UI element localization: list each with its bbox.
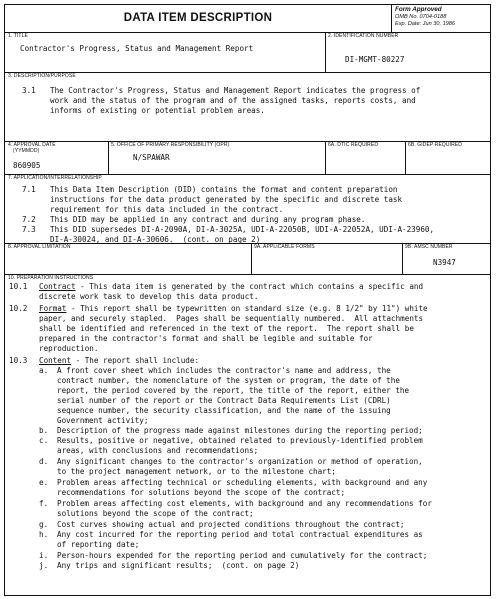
application-line: This Data Item Description (DID) contains the format and content preparation <box>50 185 398 194</box>
application-line: DI-A-30024, and DI-A-30606. (cont. on page 2) <box>50 235 261 244</box>
list-item-line: Any trips and significant results; (cont. on page 2) <box>57 561 300 570</box>
list-item-line: Person-hours expended for the reporting period and cumulatively for the contract; <box>57 551 428 560</box>
paragraph-num: 10.2 <box>9 304 28 313</box>
list-item-line: areas, with conclusions and recommendations; <box>57 446 259 455</box>
list-item-letter: h. <box>39 530 49 539</box>
paragraph-num: 10.3 <box>9 356 28 365</box>
application-line: requirement for this data included in the contract. <box>50 205 284 214</box>
title-label: 1. TITLE <box>8 33 28 39</box>
description-line: informs of existing or potential problem areas. <box>50 106 265 115</box>
application-line: This DID may be applied in any contract and during any program phase. <box>50 215 366 224</box>
list-item-line: recommendations for solutions beyond the scope of the contract; <box>57 488 346 497</box>
paragraph-heading: Format <box>39 304 67 313</box>
paragraph-heading: Contract <box>39 282 76 291</box>
rule-forms-amsc <box>402 243 403 274</box>
list-item-line: of reporting date; <box>57 540 140 549</box>
preparation-instructions-label: 10. PREPARATION INSTRUCTIONS <box>8 275 94 281</box>
rule-office-dtic <box>325 141 326 174</box>
list-item-line: Any cost incurred for the reporting period and total contractual expenditures as <box>57 530 423 539</box>
list-item-line: Problem areas affecting technical or scheduling elements, with background and any <box>57 478 428 487</box>
list-item-line: Government activity; <box>57 416 149 425</box>
data-item-description-form <box>4 4 491 596</box>
rule-title-id <box>325 32 326 72</box>
paragraph-line: paper, and securely stapled. Pages shall be sequentially numbered. All attachments <box>39 314 424 323</box>
paragraph-line: prepared in the contractor's format and shall be legible and suitable for <box>39 334 373 343</box>
approval-date-format: (YYMMDD) <box>13 148 40 154</box>
description-line: The Contractor's Progress, Status and Management Report indicates the progress of <box>50 86 421 95</box>
paragraph-line: shall be identified and referenced in the text of the report. The report shall be <box>39 324 414 333</box>
amsc-number-label: 9B. AMSC NUMBER <box>405 244 453 250</box>
approval-date-value: 860905 <box>13 161 41 170</box>
title-value: Contractor's Progress, Status and Management Report <box>20 44 254 53</box>
application-num: 7.2 <box>22 215 36 224</box>
rule-header <box>5 32 490 33</box>
list-item-letter: f. <box>39 499 49 508</box>
paragraph-line: discrete work task to develop this data product. <box>39 292 259 301</box>
list-item-letter: e. <box>39 478 49 487</box>
list-item-letter: c. <box>39 436 49 445</box>
list-item-letter: j. <box>39 561 49 570</box>
paragraph-first-line <box>39 356 199 366</box>
amsc-number-value: N3947 <box>433 258 456 267</box>
opr-value: N/SPAWAR <box>133 153 170 162</box>
list-item-letter: i. <box>39 551 49 560</box>
application-line: This DID supersedes DI-A-2090A, DI-A-3025A, UDI-A-22050B, UDI-A-22052A, UDI-A-23960, <box>50 225 435 234</box>
form-title: DATA ITEM DESCRIPTION <box>123 12 273 24</box>
list-item-line: Cost curves showing actual and projected conditions throughout the contract; <box>57 520 405 529</box>
rule-header-right <box>391 5 392 32</box>
list-item-line: report, the period covered by the report, the title of the report, either the <box>57 386 410 395</box>
description-num: 3.1 <box>22 86 36 95</box>
identification-number-label: 2. IDENTIFICATION NUMBER <box>328 33 399 39</box>
list-item-letter: d. <box>39 457 49 466</box>
dtic-required-label: 6A. DTIC REQUIRED <box>328 142 379 148</box>
application-num: 7.3 <box>22 225 36 234</box>
description-line: work and the status of the program and of the assigned tasks, reports costs, and <box>50 96 416 105</box>
paragraph-text: - The report shall include: <box>71 356 200 365</box>
application-num: 7.1 <box>22 185 36 194</box>
paragraph-first-line <box>39 282 423 292</box>
paragraph-num: 10.1 <box>9 282 28 291</box>
list-item-line: sequence number, the security classification, and the name of the issuing <box>57 406 391 415</box>
form-approved: Form Approved <box>395 6 442 13</box>
approval-date-label: 4. APPROVAL DATE <box>8 142 56 148</box>
opr-label: 5. OFFICE OF PRIMARY RESPONSIBILITY (OPR) <box>111 142 230 148</box>
rule-limitation-forms <box>251 243 252 274</box>
omb-number: OMB No. 0704-0188 <box>395 14 447 20</box>
application-label: 7. APPLICATION/INTERRELATIONSHIP <box>8 175 102 181</box>
list-item-line: Description of the progress made against milestones during the reporting period; <box>57 426 423 435</box>
application-line: instructions for the data product generated by the specific and discrete task <box>50 195 403 204</box>
list-item-line: serial number of the report or the Contract Data Requirements List (CDRL) <box>57 396 391 405</box>
description-label: 3. DESCRIPTION/PURPOSE <box>8 73 76 79</box>
list-item-line: Results, positive or negative, obtained related to previously-identified problem <box>57 436 423 445</box>
paragraph-text: - This data item is generated by the contract which contains a specific and <box>75 282 424 291</box>
list-item-line: Problem areas affecting cost elements, with background and any recommendations for <box>57 499 432 508</box>
list-item-letter: g. <box>39 520 49 529</box>
list-item-letter: b. <box>39 426 49 435</box>
list-item-line: solutions beyond the scope of the contract; <box>57 509 254 518</box>
paragraph-heading: Content <box>39 356 72 365</box>
paragraph-line: reproduction. <box>39 344 99 353</box>
paragraph-first-line <box>39 304 428 314</box>
rule-title <box>5 72 490 73</box>
list-item-line: A front cover sheet which includes the contractor's name and address, the <box>57 366 391 375</box>
paragraph-text: - This report shall be typewritten on standard size (e.g. 8 1/2" by 11") white <box>66 304 428 313</box>
list-item-line: Any significant changes to the contractor's organization or method of operation, <box>57 457 423 466</box>
list-item-line: to the project management network, or to the milestone chart; <box>57 467 336 476</box>
approval-limitation-label: 8. APPROVAL LIMITATION <box>8 244 71 250</box>
expiration-date: Exp. Date: Jun 30, 1986 <box>395 21 456 27</box>
rule-date-office <box>108 141 109 174</box>
applicable-forms-label: 9A. APPLICABLE FORMS <box>254 244 315 250</box>
identification-number-value: DI-MGMT-80227 <box>345 55 405 64</box>
gidep-required-label: 6B. GIDEP REQUIRED <box>408 142 462 148</box>
list-item-letter: a. <box>39 366 49 375</box>
list-item-line: contract number, the nomenclature of the system or program, the date of the <box>57 376 400 385</box>
rule-dtic-gidep <box>405 141 406 174</box>
